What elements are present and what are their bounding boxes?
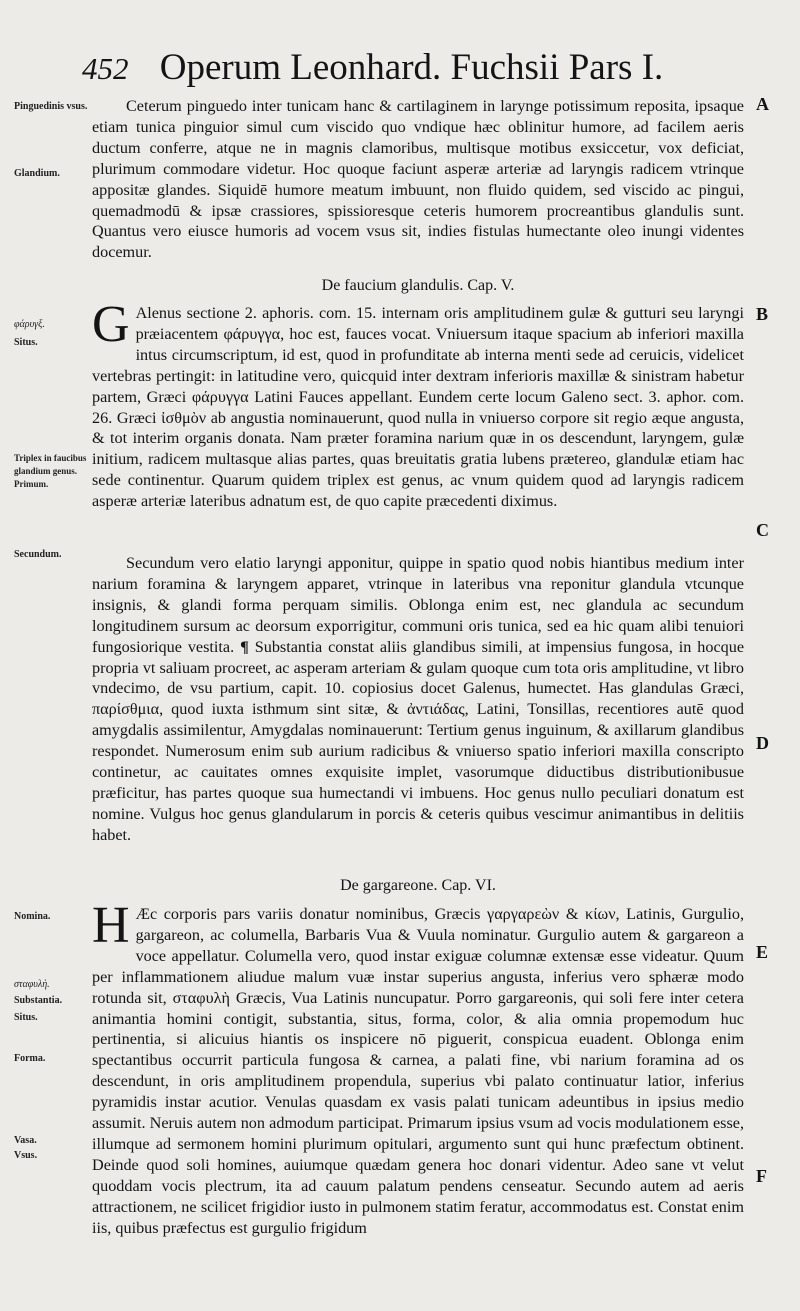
- margin-note-situs: Situs.: [14, 337, 38, 348]
- section-letter-c: C: [756, 520, 769, 540]
- margin-note-pharynx: φάρυγξ.: [14, 319, 45, 330]
- margin-note-pinguedinis: Pinguedinis vsus.: [14, 101, 88, 112]
- running-title: Operum Leonhard. Fuchsii Pars I.: [159, 47, 664, 88]
- text-block-1: [92, 96, 744, 263]
- section-letter-b: B: [756, 304, 769, 324]
- section-letter-e: E: [756, 942, 769, 962]
- section-letter-f: F: [756, 1166, 767, 1186]
- text-block-4: [92, 897, 744, 1239]
- margin-note-nomina: Nomina.: [14, 911, 51, 922]
- chapter-6-heading-wrap: [92, 872, 744, 900]
- text-block-3: [92, 553, 744, 846]
- margin-note-secundum: Secundum.: [14, 549, 62, 560]
- paragraph-galenus-text: Alenus sectione 2. aphoris. com. 15. internam oris amplitudinem gulæ & gutturi seu laryngi præiacentem φάρυγγα, hoc est, fauces vocat. Vniuersum itaque spacium ab inferiori maxilla intus circumscriptum, id est, quod in profunditate ab interna menti sede ad ceruicis, videlicet vertebras pertingit: in latitudine vero, quicquid inter dextram inferioris maxillæ & sinistram habetur partem, Græci φάρυγγα Latini Fauces appellant. Eundem certe locum Galeno sect. 3. aphor. com. 26. Græci ἰσθμὸν ab angustia nominauerunt, quod nulla in vniuerso corpore sit regio æque angusta, & tot interim organis donata. Nam præter foramina narium quæ in os descendunt, laryngem, gulæ initium, radicem multasque alias partes, quas breuitatis gratia lubens prætereo, glandulæ etiam hac sede continentur. Quarum quidem triplex est genus, ac vnum quidem quod ad laryngis radicem asperæ arteriæ lateribus adnatum est, de quo capite præcedenti diximus.: [92, 304, 744, 511]
- paragraph-pinguedo: Ceterum pinguedo inter tunicam hanc & cartilaginem in larynge potissimum reposita, ipsaque etiam tunica pinguior simul cum viscido quo vndique hæc oblinitur humore, ad facilem aeris ductum conferre, atque ne in magnis clamoribus, multisque motibus exsiccetur, vox deficiat, plurimum commodare videtur. Hoc quoque faciunt asperæ arteriæ ad laryngis radicem vtrinque appositæ glandes. Siquidē humore meatum imbuunt, non fluido quidem, sed viscido ac pingui, quemadmodū & ipsæ crassiores, spissioresque ceteris humorem procreantibus glandulis sunt. Quantus vero eiusce humoris ad vocem vsus sit, indies fistulas humectante oleo inungi videntes docemur.: [92, 97, 744, 262]
- paragraph-secundum: [92, 553, 744, 846]
- chapter-5-heading-wrap: [92, 272, 744, 300]
- margin-note-forma: Forma.: [14, 1053, 46, 1064]
- paragraph-substantia-text: Substantia constat aliis glandibus simili, at impensius fungosa, in hocque propria vt saliuam procreet, ac asperam arteriam & gulam quoque cum tota oris amplitudine, vt libro vndecimo, de vsu partium, capit. 10. copiosius docet Galenus, humectet. Has glandulas Græci, παρίσθμια, quod iuxta isthmum sint sitæ, & ἀντιάδας, Latini, Tonsillas, recentiores autē quod amygdalis assimilentur, Amygdalas nominauerunt: Tertium genus inguinum, & axillarum glandibus respondet. Numerosum enim sub aurium radicibus & vniuerso spatio inferiori maxilla conscripto continetur, ac cauitates omnes exquisite implet, vasorumque diductibus distributionibusue præficitur, has partes quoque sua humectandi vi imbuens. Hoc genus nullo peculiari donatum est nomine. Vulgus hoc genus glandularum in porcis & ceteris quibus vescimur animantibus in delitiis habet.: [92, 637, 745, 844]
- paragraph-haec: [92, 897, 744, 1239]
- margin-note-glandium: Glandium.: [14, 168, 60, 179]
- page-number: 452: [82, 51, 129, 86]
- section-letter-a: A: [756, 94, 769, 114]
- pilcrow-mark: ¶: [240, 637, 249, 656]
- margin-note-situs-2: Situs.: [14, 1012, 38, 1023]
- chapter-6-heading: De gargareone. Cap. VI.: [340, 877, 496, 894]
- chapter-5-heading: De faucium glandulis. Cap. V.: [321, 277, 515, 294]
- drop-cap-g: G: [92, 296, 130, 353]
- margin-note-triplex: Triplex in faucibus glandium genus. Primum.: [14, 453, 87, 489]
- text-block-2: [92, 296, 744, 512]
- paragraph-haec-text: Æc corporis pars variis donatur nominibus, Græcis γαργαρεὼν & κίων, Latinis, Gurgulio, gargareon, ac columella, Barbaris Vua & Vuula nominatur. Gurgulio autem & gargareon a voce appellatur. Columella vero, quod instar exiguæ columnæ extensæ esse videatur. Quum per inflammationem aliudue malum vuæ instar superius angusta, inferius vero sphæræ modo rotunda sit, σταφυλὴ Græcis, Vua Latinis nuncupatur. Porro gargareonis, qui soli fere inter cetera animantia homini contigit, substantia, situs, forma, color, & alia omnia propemodum huc pertinentia, si alicuius hiantis os inspicere nō piguerit, conspicua euadent. Oblonga enim spectantibus occurrit particula fungosa & carnea, a palati fine, vbi narium foramina ad os descendunt, in oris amplitudinem propendula, superius vbi palato continuatur latior, inferius pyramidis instar acutior. Venulas quasdam ex vasis palati tunicam adeuntibus in ipsius medio assumit. Neruis autem non admodum participat. Primarum ipsius vsum ad vocis modulationem esse, illumque ad sermonem homini plurimum opitulari, argumento sunt qui hunc præfectum obtinent. Deinde quod soli homines, auiumque quædam genera hoc donari videntur. Adeo sane vt velut quoddam vocis plectrum, ita ad cauum palatum pendens censeatur. Secundo autem ad aeris attractionem, ne scilicet frigidior iusto in pulmonem statim feratur, accommodatus est. Constat enim iis, quibus præfectus est gurgulio frigidum: [92, 905, 744, 1237]
- margin-note-staphyle: σταφυλὴ.: [14, 979, 50, 990]
- paragraph-secundum-text: Secundum vero elatio laryngi apponitur, quippe in spatio quod nobis hiantibus medium inter narium foramina & laryngem apparet, vtrinque in lateribus vna reponitur glandula vtcunque insignis, & glandi forma perquam similis. Oblonga enim est, nec glandula ac secundum longitudinem sursum ac deorsum exporrigitur, communi oris tunica, sed ea hic quam alibi tenuiori fungosiorique vestita.: [92, 554, 744, 656]
- paragraph-galenus: [92, 296, 744, 512]
- margin-note-vasa: Vasa.: [14, 1135, 37, 1146]
- running-head: [82, 38, 722, 98]
- margin-note-vsus: Vsus.: [14, 1150, 38, 1161]
- section-letter-d: D: [756, 733, 769, 753]
- margin-note-substantia: Substantia.: [14, 995, 63, 1006]
- drop-cap-h: H: [92, 897, 130, 954]
